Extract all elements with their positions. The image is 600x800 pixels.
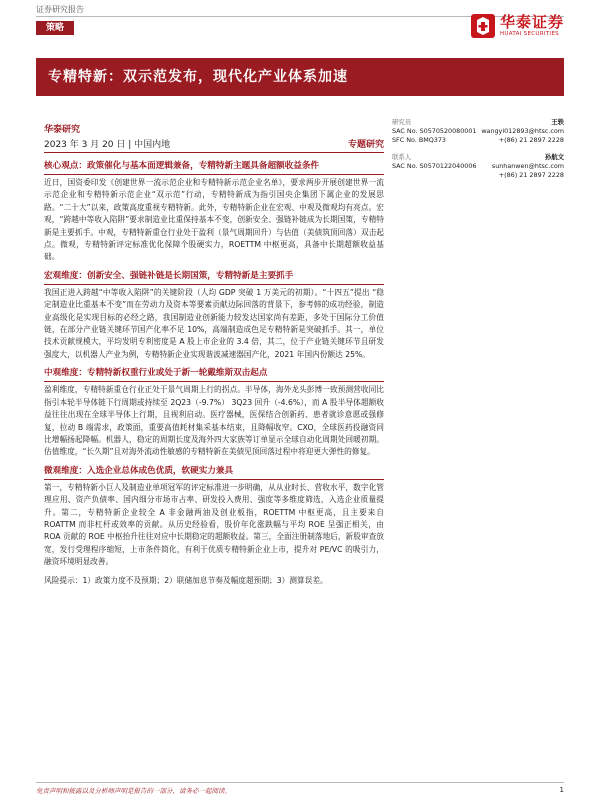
meta-divider <box>44 152 384 153</box>
analyst-cert-id: SAC No. S0570122040006 <box>392 162 477 170</box>
top-report-label: 证券研究报告 <box>36 5 84 14</box>
section-body: 我国正进入跨越“中等收入陷阱”的关键阶段（人均 GDP 突破 1 万美元的初期）。“十四五”提出 “稳定制造业比重基本不变”而在劳动力及资本等要素贡献边际回落的背景下，参考韩的成功经验，制造业高级化是实现目标的必经之路，我国制造业创新能力较发达国家尚有差距，多处于国际分工价值链，在部分产业链关键环节国产化率不足 10%，高端制造成色足专精特新是突破抓手。其一，单位技术贡献规模大，平均发明专利密度是 A 股上市企业的 3.4 倍，其二，位于产业链关键环节且研发强度大，以机器人产业为例，专精特新企业实现谐波减速器国产化，2021 年国内份额达 25%。 <box>44 287 385 359</box>
analyst-row <box>392 162 564 171</box>
logo-mark-icon <box>470 13 496 39</box>
analyst-role: 联系人 <box>392 153 412 161</box>
analyst-header-row <box>392 153 564 162</box>
section <box>44 160 384 264</box>
analyst-role: 研究员 <box>392 118 412 126</box>
page-number: 1 <box>559 786 564 794</box>
meta-line <box>44 137 384 150</box>
section-heading: 中观维度：专精特新权重行业或处于新一轮戴维斯双击起点 <box>44 367 384 382</box>
section <box>44 270 384 361</box>
section-body: 第一，专精特新小巨人及制造业单项冠军的评定标准进一步明确，从从业时长、营收水平，数字化管理应用、资产负债率、国内细分市场市占率、研发投入费用、强度等多维度筛选，入选企业质量提升。第二，专精特新企业较全 A 非金融两油及创业板指，ROETTM 中枢更高，且主要来自 ROATTM 而非杠杆或效率的贡献。从历史经验看，股价年化涨跌幅与平均 ROE 呈强正相关，由 ROA 贡献的 ROE 中枢抬升往往对应中长期稳定的超额收益。第三，全面注册制落地后，新股审查放宽，发行受理程序缩短，上市条件简化，有利于优质专精特新企业上市，提升对 PE/VC 的吸引力，融资环境明显改善。 <box>44 482 384 567</box>
analyst-email[interactable]: wangyi012893@htsc.com <box>481 127 564 135</box>
report-category: 专题研究 <box>347 140 384 150</box>
section-body: 盈利维度，专精特新重仓行业正处于景气周期上行的拐点。半导体，海外龙头彭博一致预测营收同比指引本轮半导体链下行周期或持续至 2Q23（-9.7%） 3Q23 回升（-4.6%），而 A 股半导体超额收益往往出现在全球半导体上行期，且视利启动。医疗器械，医保结合创新药、患者就诊意愿或强修复，拉动 B 端需求，政策面，重要高值耗材集采基本结束，且降幅收窄。CXO，全球医药投融资同比增幅扬起降幅。机器人，稳定的周期长度及海外四大家族等订单显示全球自动化周期处回暖初期。估值维度，“长久期”且对海外流动性敏感的专精特新在美债见顶回落过程中将迎更大弹性的修复。 <box>44 385 384 457</box>
meta-separator: | <box>128 140 135 150</box>
section-body: 近日，国资委印发《创建世界一流示范企业和专精特新示范企业名单》，要求两步开展创建世界一流示范企业和专精特新示范企业“双示范”行动，专精特新成为指引国央企集团下属企业的发展思路。“二十大”以来，政策高度重视专精特新。此外，专精特新企业在宏观、中观及微观均有亮点。宏观，“跨越中等收入陷阱”要求制造业比重保持基本不变，创新安全、强链补链成为长期国策，专精特新是主要抓手。中观，专精特新重仓行业处于盈利（景气周期回升）与估值（美债筑顶回落）双击起点。微观，专精特新评定标准优化保障个股硬实力，ROETTM 中枢更高，具备中长期超额收益基础。 <box>44 178 384 262</box>
risk-warning: 风险提示：1）政策力度不及预期；2）联储加息节奏及幅度超预期；3）测算误差。 <box>44 575 328 585</box>
logo-english-name: HUATAI SECURITIES <box>500 31 559 37</box>
section <box>44 367 384 458</box>
analyst-row <box>392 171 564 180</box>
analyst-phone: +(86) 21 2897 2228 <box>498 136 564 144</box>
company-logo <box>470 10 570 42</box>
title-banner <box>36 58 564 96</box>
section-heading: 微观维度：入选企业总体成色优质，软硬实力兼具 <box>44 465 384 480</box>
analyst-row <box>392 136 564 145</box>
analyst-name: 王轶 <box>551 118 564 126</box>
analyst-name: 孙航文 <box>544 153 564 161</box>
category-tag: 策略 <box>36 21 74 35</box>
bottom-divider <box>36 782 564 783</box>
analyst-phone: +(86) 21 2897 2228 <box>498 171 564 179</box>
analyst-block <box>392 153 564 180</box>
analyst-cert-id: SFC No. BMQ373 <box>392 136 446 144</box>
section <box>44 465 384 569</box>
section-heading: 核心观点：政策催化与基本面逻辑兼备，专精特新主题具备超额收益条件 <box>44 160 384 175</box>
report-region: 中国内地 <box>134 140 171 150</box>
report-date: 2023 年 3 月 20 日 <box>44 140 126 150</box>
research-org: 华泰研究 <box>44 125 81 135</box>
analyst-email[interactable]: sunhanwen@htsc.com <box>491 162 564 170</box>
logo-chinese-name: 华泰证券 <box>500 13 565 31</box>
main-content <box>44 160 384 587</box>
analyst-block <box>392 118 564 145</box>
report-title: 专精特新：双示范发布，现代化产业体系加速 <box>48 69 348 85</box>
logo-text <box>500 14 564 38</box>
section-heading: 宏观维度：创新安全、强链补链是长期国策，专精特新是主要抓手 <box>44 270 384 285</box>
analyst-cert-id: SAC No. S0570520080001 <box>392 127 477 135</box>
analyst-row <box>392 127 564 136</box>
analyst-header-row <box>392 118 564 127</box>
analyst-panel <box>392 118 564 188</box>
footer-disclaimer: 免责声明和披露以及分析师声明是报告的一部分，请务必一起阅读。 <box>36 787 231 795</box>
